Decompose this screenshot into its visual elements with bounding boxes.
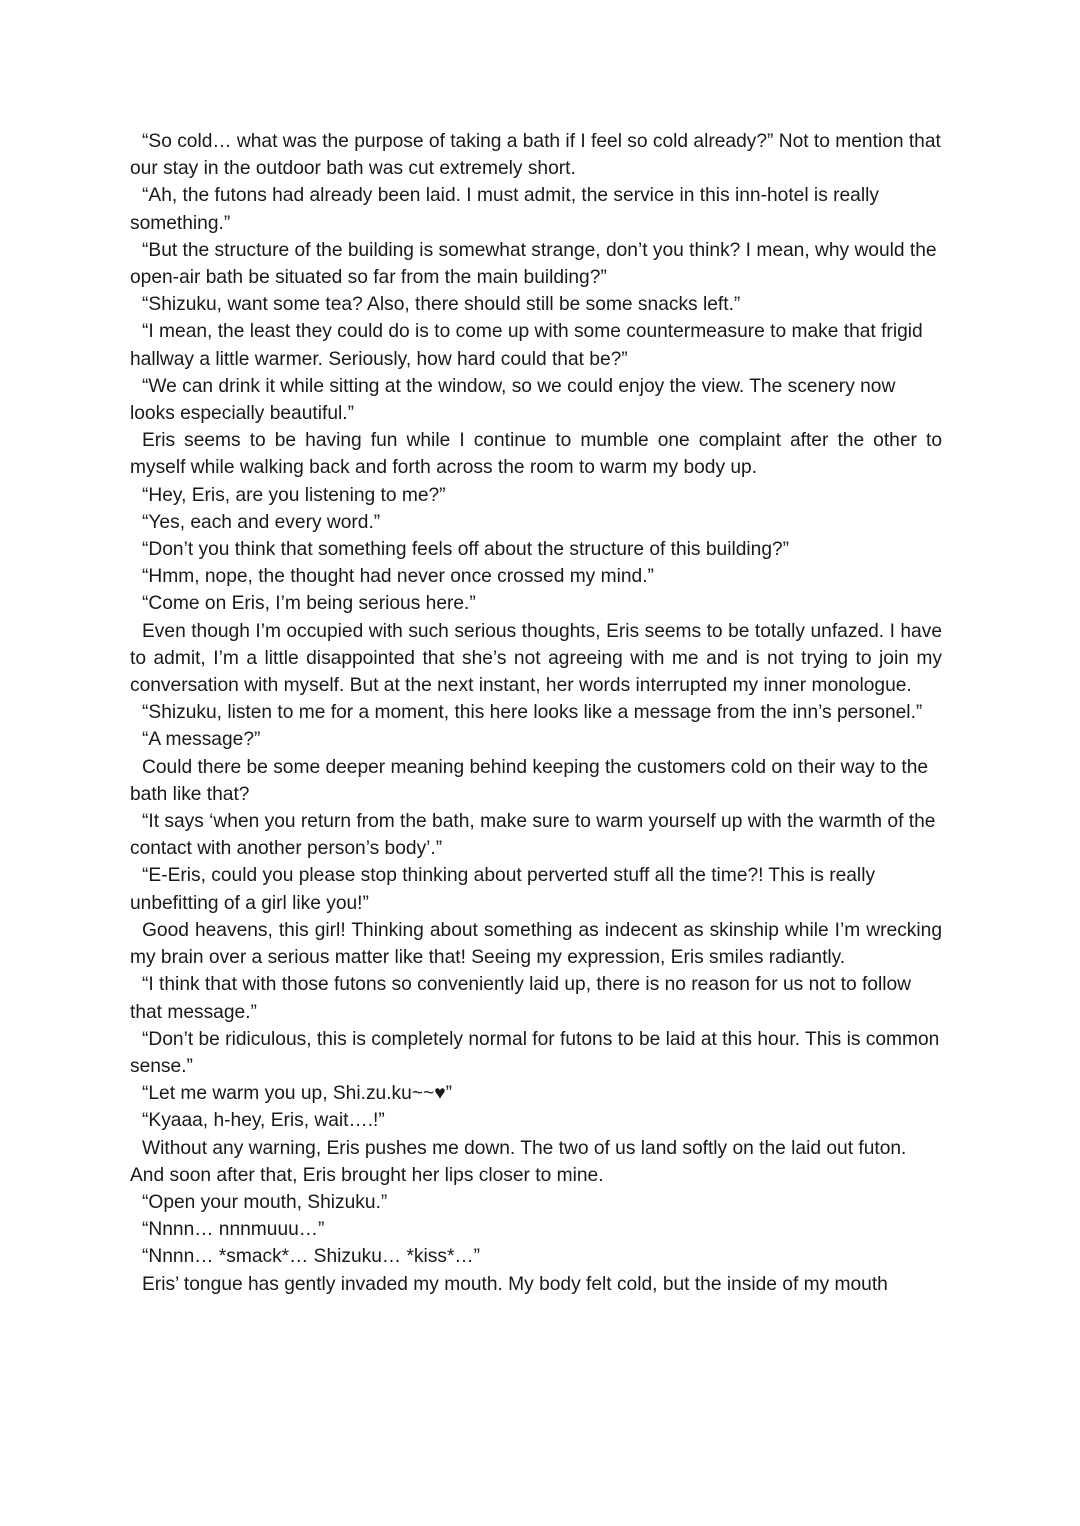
document-page [130, 128, 942, 1298]
paragraph: “Shizuku, want some tea? Also, there should still be some snacks left.” [142, 294, 741, 316]
paragraph: Eris seems to be having fun while I continue to mumble one complaint after the other to myself while walking back and forth across the room to warm my body up. [130, 430, 942, 479]
paragraph: Even though I’m occupied with such serious thoughts, Eris seems to be totally unfazed. I have to admit, I’m a little disappointed that she’s not agreeing with me and is not trying to join my conversation with myself. But at the next instant, her words interrupted my inner monologue. [130, 620, 942, 697]
paragraph: “Don’t you think that something feels off about the structure of this building?” [142, 539, 790, 561]
paragraph: “Let me warm you up, Shi.zu.ku~~♥” [142, 1083, 452, 1105]
paragraph: “Ah, the futons had already been laid. I must admit, the service in this inn-hotel is really something.” [130, 185, 879, 234]
paragraph: “A message?” [142, 729, 261, 751]
paragraph: “Nnnn… *smack*… Shizuku… *kiss*…” [142, 1246, 481, 1268]
paragraph: “We can drink it while sitting at the window, so we could enjoy the view. The scenery now looks especially beautiful.” [130, 375, 896, 425]
paragraph: “It says ‘when you return from the bath, make sure to warm yourself up with the warmth of the contact with another person’s body’.” [130, 811, 936, 860]
paragraph: “Hmm, nope, the thought had never once crossed my mind.” [142, 566, 654, 588]
paragraph: “Come on Eris, I’m being serious here.” [142, 593, 476, 615]
paragraph: “But the structure of the building is somewhat strange, don’t you think? I mean, why would the open-air bath be situated so far from the main building?” [130, 239, 937, 289]
paragraph: “Shizuku, listen to me for a moment, this here looks like a message from the inn’s personel.” [142, 702, 923, 724]
paragraph: “E-Eris, could you please stop thinking about perverted stuff all the time?! This is really unbefitting of a girl like you!” [130, 865, 876, 914]
paragraph: Without any warning, Eris pushes me down. The two of us land softly on the laid out futon. And soon after that, Eris brought her lips closer to mine. [130, 1137, 907, 1186]
paragraph: “Kyaaa, h-hey, Eris, wait….!” [142, 1110, 385, 1132]
paragraph: “So cold… what was the purpose of taking a bath if I feel so cold already?” Not to mention that our stay in the outdoor bath was cut extremely short. [130, 131, 941, 180]
paragraph: “Nnnn… nnnmuuu…” [142, 1219, 325, 1241]
paragraph: “Yes, each and every word.” [142, 511, 381, 533]
paragraph: Eris’ tongue has gently invaded my mouth. My body felt cold, but the inside of my mouth [142, 1273, 888, 1295]
paragraph: Could there be some deeper meaning behind keeping the customers cold on their way to the bath like that? [130, 756, 929, 805]
paragraph: “Open your mouth, Shizuku.” [142, 1191, 388, 1213]
paragraph: Good heavens, this girl! Thinking about something as indecent as skinship while I’m wrecking my brain over a serious matter like that! Seeing my expression, Eris smiles radiantly. [130, 919, 942, 969]
paragraph: “Hey, Eris, are you listening to me?” [142, 484, 446, 506]
paragraph: “I think that with those futons so conveniently laid up, there is no reason for us not to follow that message.” [130, 974, 911, 1023]
paragraph: “Don’t be ridiculous, this is completely normal for futons to be laid at this hour. This is common sense.” [130, 1028, 940, 1077]
paragraph: “I mean, the least they could do is to come up with some countermeasure to make that frigid hallway a little warmer. Seriously, how hard could that be?” [130, 321, 923, 370]
